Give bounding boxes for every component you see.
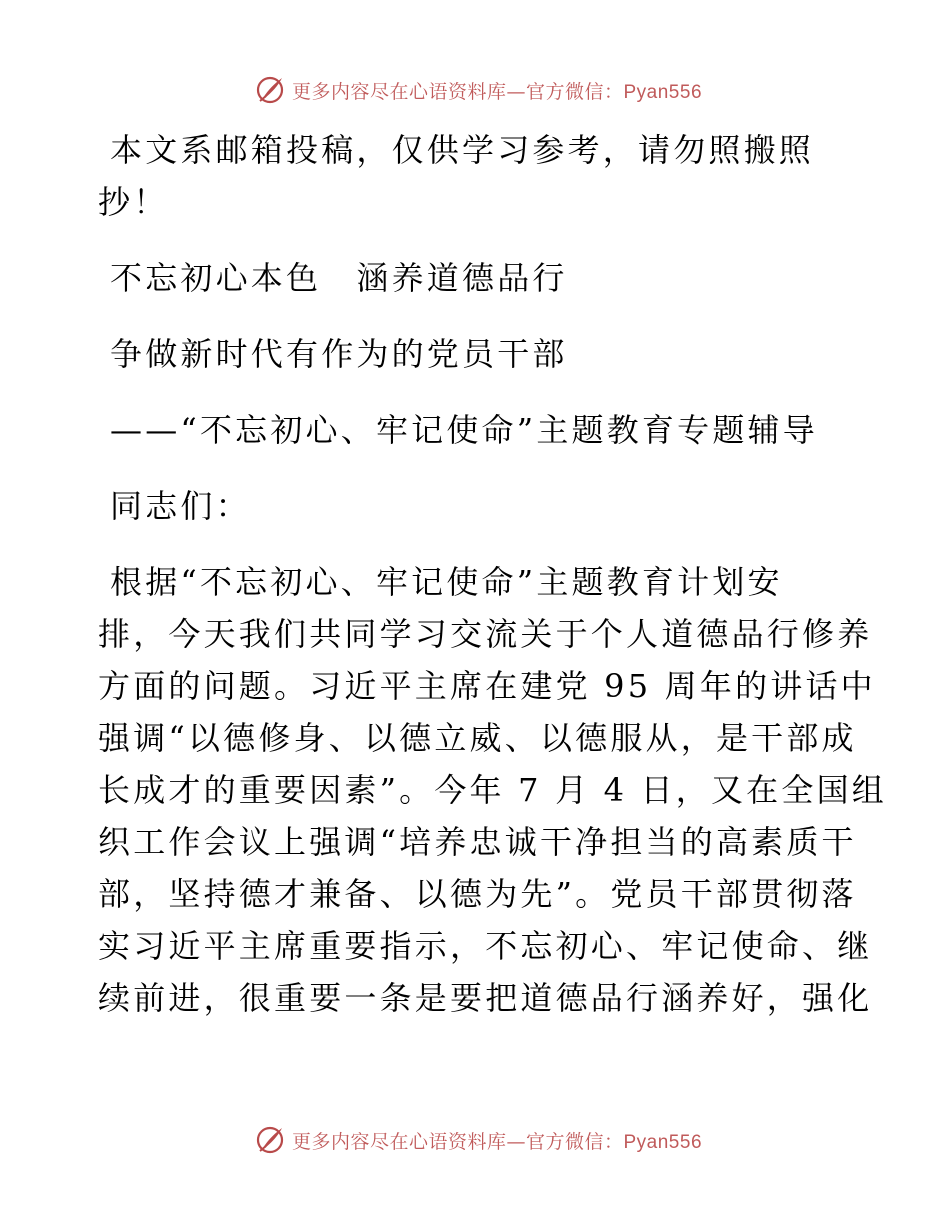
spacer <box>98 532 858 556</box>
paragraph-line-9: 续前进，很重要一条是要把道德品行涵养好，强化 <box>98 979 873 1017</box>
watermark-separator: — <box>506 80 526 103</box>
paragraph-line-4: 强调“以德修身、以德立威、以德服从，是干部成 <box>98 719 857 757</box>
paragraph-line-1: 根据“不忘初心、牢记使命”主题教育计划安 <box>110 563 783 601</box>
notice-line-1: 本文系邮箱投稿，仅供学习参考，请勿照搬照 <box>110 131 815 169</box>
document-title-line-1: 不忘初心本色 涵养道德品行 <box>110 259 568 297</box>
document-body <box>98 124 887 1024</box>
watermark-group <box>254 1124 702 1156</box>
watermark-site-text: 更多内容尽在心语资料库 <box>291 1130 507 1153</box>
spacer <box>98 304 858 328</box>
spacer <box>98 380 858 404</box>
watermark-separator: — <box>506 1130 526 1153</box>
watermark-text <box>292 1127 702 1154</box>
quill-circle-icon <box>254 74 286 106</box>
header-watermark <box>0 70 950 110</box>
paragraph-line-8: 实习近平主席重要指示，不忘初心、牢记使命、继 <box>98 927 873 965</box>
watermark-wechat-label: 官方微信： <box>525 80 624 103</box>
watermark-text <box>292 77 702 104</box>
notice-line-2: 抄！ <box>98 183 169 221</box>
footer-watermark <box>0 1120 950 1160</box>
quill-circle-icon <box>254 1124 286 1156</box>
watermark-wechat-id: Pyan556 <box>623 81 703 103</box>
salutation: 同志们： <box>110 487 251 525</box>
paragraph-line-5: 长成才的重要因素”。今年 7 月 4 日，又在全国组 <box>98 771 887 809</box>
paragraph-line-3: 方面的问题。习近平主席在建党 95 周年的讲话中 <box>98 667 876 705</box>
paragraph-line-6: 织工作会议上强调“培养忠诚干净担当的高素质干 <box>98 823 857 861</box>
watermark-wechat-label: 官方微信： <box>525 1130 624 1153</box>
paragraph-line-7: 部，坚持德才兼备、以德为先”。党员干部贯彻落 <box>98 875 857 913</box>
spacer <box>98 456 858 480</box>
watermark-wechat-id: Pyan556 <box>623 1131 703 1153</box>
paragraph-line-2: 排，今天我们共同学习交流关于个人道德品行修养 <box>98 615 873 653</box>
document-title-line-2: 争做新时代有作为的党员干部 <box>110 335 568 373</box>
spacer <box>98 228 858 252</box>
watermark-group <box>254 74 702 106</box>
document-subtitle: ——“不忘初心、牢记使命”主题教育专题辅导 <box>110 411 818 449</box>
watermark-site-text: 更多内容尽在心语资料库 <box>291 80 507 103</box>
